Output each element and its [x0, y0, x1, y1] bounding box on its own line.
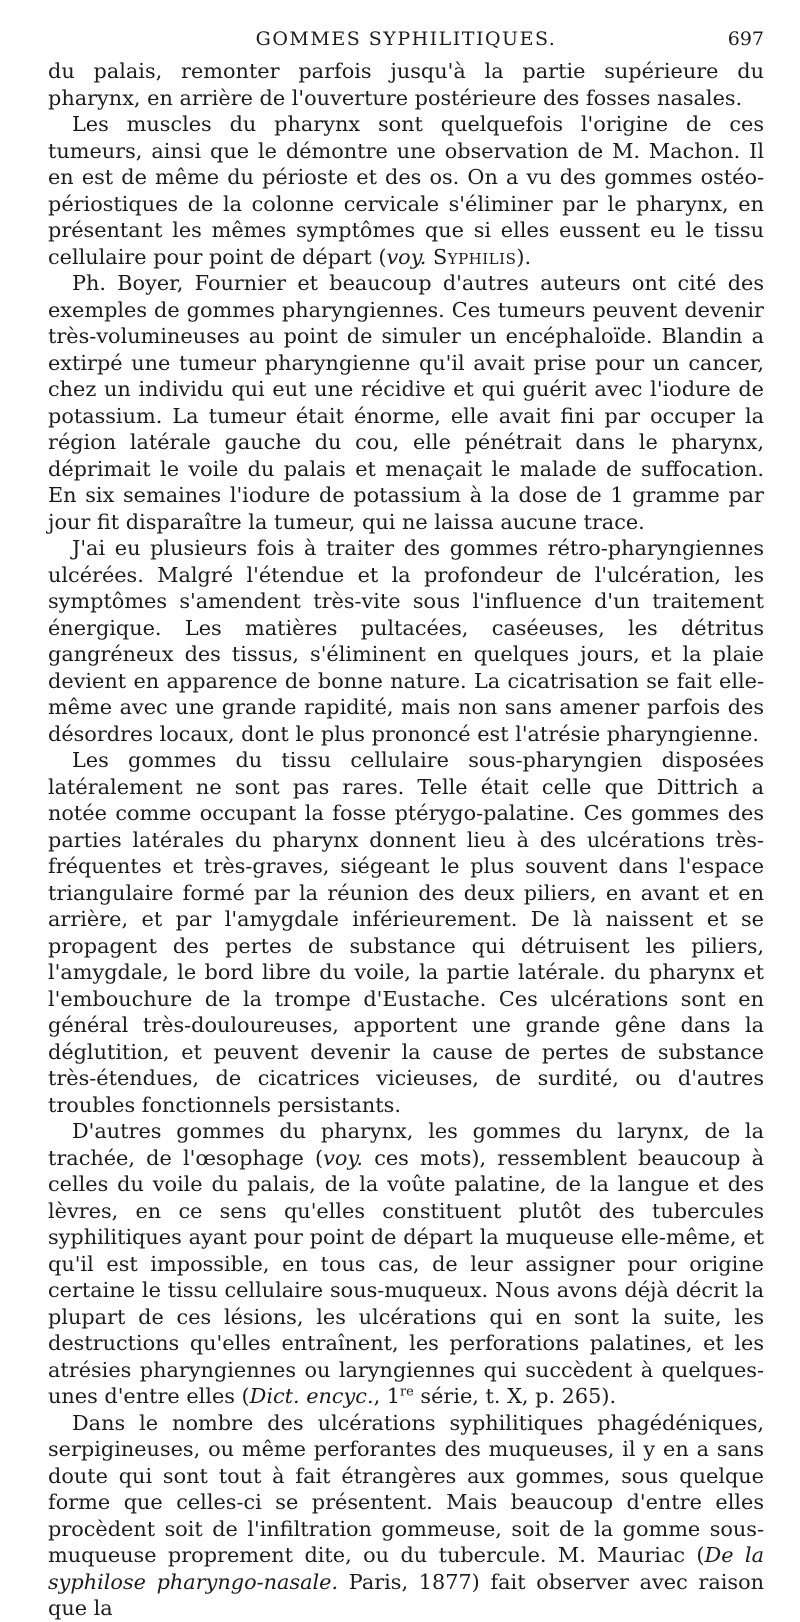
- paragraph-3: [48, 270, 764, 535]
- text-run: Dans le nombre des ulcérations syphilitiques phagédéniques, serpigineuses, ou même perforantes des muqueuses, il y en a sans doute qui sont tout à fait étrangères aux gommes, sous quelque forme que celles-ci se présentent. Mais beaucoup d'entre elles procèdent soit de l'infiltration gommeuse, soit de la gomme sous-muqueuse proprement dite, ou du tubercule. M. Mauriac (: [48, 1410, 764, 1567]
- paragraph-4: [48, 535, 764, 747]
- text-run: ces mots), ressemblent beaucoup à celles du voile du palais, de la voûte palatine, de la langue et des lèvres, en ce sens qu'elles constituent plutôt des tubercules syphilitiques ayant pour point de départ la muqueuse elle-même, et qu'il est impossible, en tous cas, de leur assigner pour origine certaine le tissu cellulaire sous-muqueux. Nous avons déjà décrit la plupart de ces lésions, les ulcérations qui en sont la suite, les destructions qu'elles entraînent, les perforations palatines, et les atrésies pharyngiennes ou laryngiennes qui succèdent à quelques-unes d'entre elles (: [48, 1145, 764, 1408]
- running-head: [48, 26, 764, 58]
- italic-run: De la syphilose pharyngo-nasale.: [48, 1543, 764, 1594]
- text-run: Les muscles du pharynx sont quelquefois l'origine de ces tumeurs, ainsi que le démontre une observation de M. Machon. Il en est de même du périoste et des os. On a vu des gommes ostéo-périostiques de la colonne cervicale s'éliminer par le pharynx, en présentant les mêmes symptômes que si elles eussent eu le tissu cellulaire pour point de départ (: [48, 112, 764, 269]
- page-number: 697: [727, 28, 764, 50]
- text-run: , 1: [373, 1384, 401, 1408]
- text-run: du palais, remonter parfois jusqu'à la partie supérieure du pharynx, en arrière de l'ouverture postérieure des fosses nasales.: [48, 59, 764, 110]
- text-run: ).: [516, 244, 532, 269]
- italic-run: voy.: [323, 1145, 364, 1170]
- text-run: série, t. X, p. 265).: [413, 1384, 617, 1408]
- text-run: D'autres gommes du pharynx, les gommes du larynx, de la trachée, de l'œsophage (: [48, 1119, 764, 1170]
- superscript-run: re: [400, 1384, 414, 1400]
- text-run: [426, 245, 433, 269]
- text-run: Paris, 1877) fait observer avec raison que la: [48, 1569, 764, 1620]
- paragraph-5: [48, 747, 764, 1118]
- small-caps-run: Syphilis: [432, 244, 517, 269]
- paragraph-6: [48, 1118, 764, 1410]
- paragraph-2: [48, 111, 764, 270]
- paragraph-7: [48, 1410, 764, 1622]
- italic-run: Dict. encyc.: [249, 1384, 374, 1408]
- paragraph-1: [48, 58, 764, 111]
- text-run: Les gommes du tissu cellulaire sous-pharyngien disposées latéralement ne sont pas rares. Telle était celle que Dittrich a notée comme occupant la fosse ptérygo-palatine. Ces gommes des parties latérales du pharynx donnent lieu à des ulcérations très-fréquentes et très-graves, siégeant le plus souvent dans l'espace triangulaire formé par la réunion des deux piliers, en avant et en arrière, et par l'amygdale inférieurement. De là naissent et se propagent des pertes de substance qui détruisent les piliers, l'amygdale, le bord libre du voile, la partie latérale. du pharynx et l'embouchure de la trompe d'Eustache. Ces ulcérations sont en général très-douloureuses, apportent une grande gêne dans la déglutition, et peuvent devenir la cause de pertes de substance très-étendues, de cicatrices vicieuses, de surdité, ou d'autres troubles fonctionnels persistants.: [48, 748, 764, 1117]
- body-text: [48, 58, 764, 1622]
- text-run: Ph. Boyer, Fournier et beaucoup d'autres auteurs ont cité des exemples de gommes pharyngiennes. Ces tumeurs peuvent devenir très-volumineuses au point de simuler un encéphaloïde. Blandin a extirpé une tumeur pharyngienne qu'il avait prise pour un cancer, chez un individu qui eut une récidive et qui guérit avec l'iodure de potassium. La tumeur était énorme, elle avait fini par occuper la région latérale gauche du cou, elle pénétrait dans le pharynx, déprimait le voile du palais et menaçait le malade de suffocation. En six semaines l'iodure de potassium à la dose de 1 gramme par jour fit disparaître la tumeur, qui ne laissa aucune trace.: [48, 271, 764, 534]
- italic-run: voy.: [386, 244, 427, 269]
- running-title: GOMMES SYPHILITIQUES.: [255, 28, 557, 50]
- text-run: J'ai eu plusieurs fois à traiter des gommes rétro-pharyngiennes ulcérées. Malgré l'étendue et la profondeur de l'ulcération, les symptômes s'amendent très-vite sous l'influence d'un traitement énergique. Les matières pultacées, caséeuses, les détritus gangréneux des tissus, s'éliminent en quelques jours, et la plaie devient en apparence de bonne nature. La cicatrisation se fait elle-même avec une grande rapidité, mais non sans amener parfois des désordres locaux, dont le plus prononcé est l'atrésie pharyngienne.: [48, 536, 764, 746]
